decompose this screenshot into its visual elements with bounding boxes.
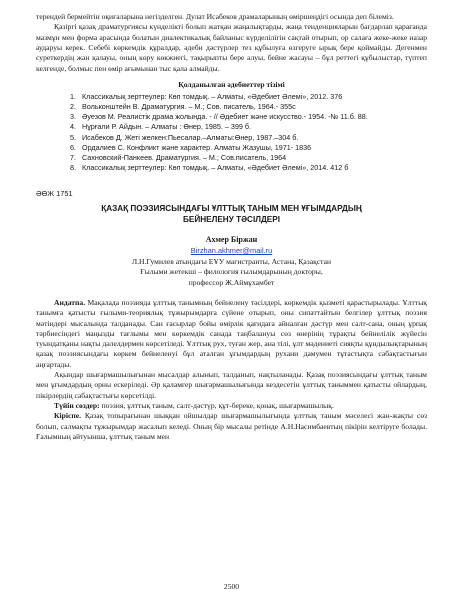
abstract-text: Мақалада поэзияда ұлттық танымның бейнелену тәсілдері, көркемдік қызметі қарастырылады. Ұлттық танымға қатысты ғылыми-теориялық тұжырымдарға сүйене отырып, оны сипаттайтын белгілер ұлттық поэзия мәтіндері мысалында талданады. Сан ғасырлар бойы өмірлік қағидаға айналған дәстүр мен салт-сана, оның ұрпақ тәрбиесіндегі маңызды тағлымы мен көркемдік санада таңбалануы сөз өнерінің тұрақты бейнелілік жүйесін туындатқаны нақты дәлелдермен көрсетіледі. Ұлттық рух, туған жер, ана тілі, ұлт мәдениеті сияқты құндылықтарының қазақ поэзиясындағы көркем бейнеленуі бұл аталған ұғымдардың рухани дамумен тұтастықта сабақтастығын аңғартады. [36, 297, 427, 369]
article-title-line: БЕЙНЕЛЕНУ ТӘСІЛДЕРІ [183, 214, 280, 224]
intro-paragraph [36, 411, 427, 442]
reference-item: 1. Классикалық зерттеулер: Көп томдық. – Алматы, «Әдебиет Әлемі», 2012. 376 [78, 92, 427, 102]
supervisor-line: Ғылыми жетекші – филология ғылымдарының докторы, [140, 267, 323, 277]
article-title [36, 203, 427, 225]
author-affiliation: Л.Н.Гумилев атындағы ЕҰУ магистранты, Астана, Қазақстан [131, 256, 332, 266]
abstract-paragraph-2: Ақындар шығармашылығынан мысалдар алынып, талданып, нақтыланады. Қазақ поэзиясындағы ұлттық таным мен ұғымдардың орны ескеріледі. Әр қаламгер шығармашылығында кездесетін ұлттық таныммен қатысты ойлардың, пікірлердің сабақтастығы көрсетілді. [36, 370, 427, 400]
keywords-text: поэзия, ұлттық таным, салт-дәстүр, құт-береке, қонақ, шығармашылық. [99, 401, 334, 410]
keywords-label: Түйін сөздер: [54, 401, 100, 410]
article-title-line: ҚАЗАҚ ПОЭЗИЯСЫНДАҒЫ ҰЛТТЫҚ ТАНЫМ МЕН ҰҒЫМДАРДЫҢ [101, 203, 362, 213]
udc-code: ӘӨЖ 1751 [36, 188, 73, 198]
reference-item: 4. Нұрғали Р. Айдын. – Алматы : Өнер, 1985. – 399 б. [78, 122, 427, 132]
abstract-label: Андатпа. [54, 297, 86, 307]
body-paragraph: Қазіргі қазақ драматургиясы күнделікті болып жатқан жаңалықтарды, жаңа тенденцияларын бағдарлап қарағанда мазмұн мен форма арасында болатын диалектикалық байланыс күрделілігін сақтай отырып, ор салаға жеке-жеке назар аударуы керек. Себебі көркемдік құралдар, әдеби дәстүрлер тез құбылуға өзгеруге ырық бере қоймайды. Дегенмен суреткердің жан қалауы, оның көру көкжиегі, тақырыпты бере алуы, бейне жасауы – бұл реттегі құбылыстар, түптеп келгенде, болмыс пен өмір ағымынан тыс қала алмайды. [36, 22, 427, 73]
reference-item: 8. Классикалық зерттеулер: Көп томдық. – Алматы, «Әдебиет Әлемі», 2014. 412 б [78, 163, 427, 173]
intro-label: Кіріспе. [54, 411, 81, 421]
body-paragraph: терендей бермейтін оқиғаларына негізделген. Дулат Исабеков драмаларының өміршеңдігі осында деп білеміз. [36, 12, 394, 21]
abstract-paragraph [36, 298, 427, 370]
references-title: Қолданылған әдебиеттер тізімі [178, 79, 285, 89]
reference-item: 3. Әуезов М. Реалистік драма жолында. - // Әдебиет және искусство.- 1954. -№ 11.б. 88. [78, 112, 427, 122]
author-email-link[interactable]: Birzhan.akhmer@mail.ru [190, 245, 273, 255]
intro-text: Қазақ топырағынан шыққан ойшылдар шығармашылығында ұлттық таным мәселесі жан-жақты сөз болып, салмақты тұжырымдар жасалып келеді. Оның бір мысалы ретінде А.Н.Насимбаевтың пікірін келтіруге болады. Ғалымның айтуынша, ұлттық таным мен [36, 411, 427, 441]
reference-item: 6. Ордалиев С. Конфликт және характер. Алматы Жазушы, 1971- 1836 [78, 143, 427, 153]
reference-item: 7. Сахновский-Панкеев. Драматургия. – М.; Сов.писатель, 1964 [78, 153, 427, 163]
page-number: 2500 [223, 582, 240, 591]
keywords-paragraph [36, 401, 427, 411]
supervisor-line: профессор Ж.Аймұхамбет [188, 277, 275, 287]
reference-item: 2. Вольконштейн В. Драматургия. – М.; Сов. писатель, 1964.- 355с [78, 102, 427, 112]
reference-item: 5. Исабеков Д. Жеті желкен:Пьесалар.–Алматы:Өнер, 1987.–304 б. [78, 133, 427, 143]
author-name: Ахмер Біржан [205, 235, 258, 244]
references-list [36, 92, 427, 173]
